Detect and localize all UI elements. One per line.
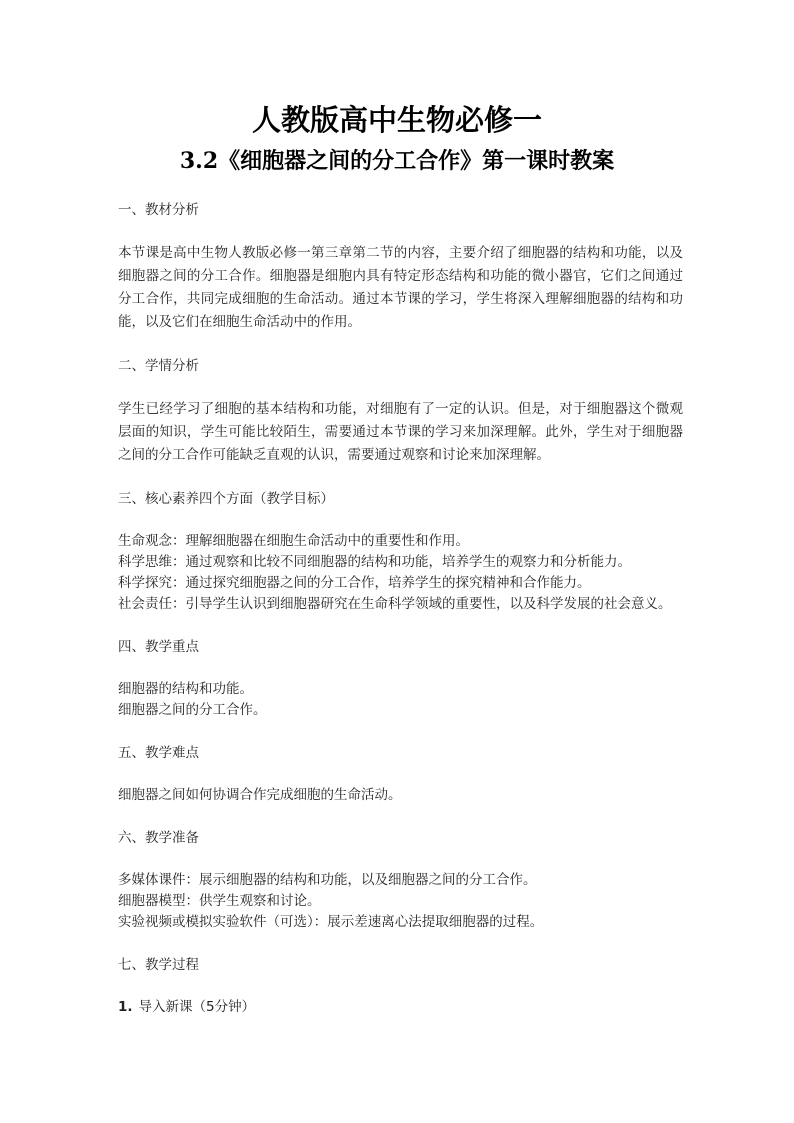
section-heading-student-analysis: 二、学情分析: [118, 358, 199, 374]
section-heading-preparation: 六、教学准备: [118, 830, 199, 846]
core-literacy-list: [118, 531, 683, 615]
key-point-item: 细胞器的结构和功能。: [118, 681, 253, 697]
preparation-item: 实验视频或模拟实验软件（可选）：展示差速离心法提取细胞器的过程。: [118, 914, 544, 930]
difficulties-list: [118, 785, 683, 806]
document-subtitle: 3.2《细胞器之间的分工合作》第一课时教案: [179, 148, 615, 174]
section-heading-teaching-process: 七、教学过程: [118, 957, 199, 973]
section-heading-core-literacy: 三、核心素养四个方面（教学目标）: [118, 491, 334, 507]
difficulty-item: 细胞器之间如何协调合作完成细胞的生命活动。: [118, 787, 402, 803]
preparation-item: 细胞器模型：供学生观察和讨论。: [118, 893, 321, 909]
section-heading-key-points: 四、教学重点: [118, 639, 199, 655]
core-literacy-item: 社会责任：引导学生认识到细胞器研究在生命科学领域的重要性，以及科学发展的社会意义。: [118, 596, 672, 612]
core-literacy-item: 生命观念：理解细胞器在细胞生命活动中的重要性和作用。: [118, 533, 469, 549]
section-body-student-analysis: 学生已经学习了细胞的基本结构和功能，对细胞有了一定的认识。但是，对于细胞器这个微观层面的知识，学生可能比较陌生，需要通过本节课的学习来加深理解。此外，学生对于细胞器之间的分工合作可能缺乏直观的认识，需要通过观察和讨论来加深理解。: [118, 401, 683, 463]
preparation-list: [118, 870, 683, 933]
section-heading-textbook-analysis: 一、教材分析: [118, 202, 199, 218]
key-point-item: 细胞器之间的分工合作。: [118, 702, 267, 718]
section-heading-difficulties: 五、教学难点: [118, 745, 199, 761]
core-literacy-item: 科学探究：通过探究细胞器之间的分工合作，培养学生的探究精神和合作能力。: [118, 575, 591, 591]
core-literacy-item: 科学思维：通过观察和比较不同细胞器的结构和功能，培养学生的观察力和分析能力。: [118, 554, 631, 570]
key-points-list: [118, 679, 683, 721]
teaching-step: [118, 997, 683, 1017]
document-title: 人教版高中生物必修一: [251, 103, 542, 137]
step-label: 导入新课（5分钟）: [138, 999, 256, 1015]
step-number: 1.: [118, 999, 133, 1015]
document-body: [118, 200, 683, 1017]
preparation-item: 多媒体课件：展示细胞器的结构和功能，以及细胞器之间的分工合作。: [118, 872, 537, 888]
section-body-textbook-analysis: 本节课是高中生物人教版必修一第三章第二节的内容，主要介绍了细胞器的结构和功能，以及细胞器之间的分工合作。细胞器是细胞内具有特定形态结构和功能的微小器官，它们之间通过分工合作，共同完成细胞的生命活动。通过本节课的学习，学生将深入理解细胞器的结构和功能，以及它们在细胞生命活动中的作用。: [118, 245, 683, 330]
